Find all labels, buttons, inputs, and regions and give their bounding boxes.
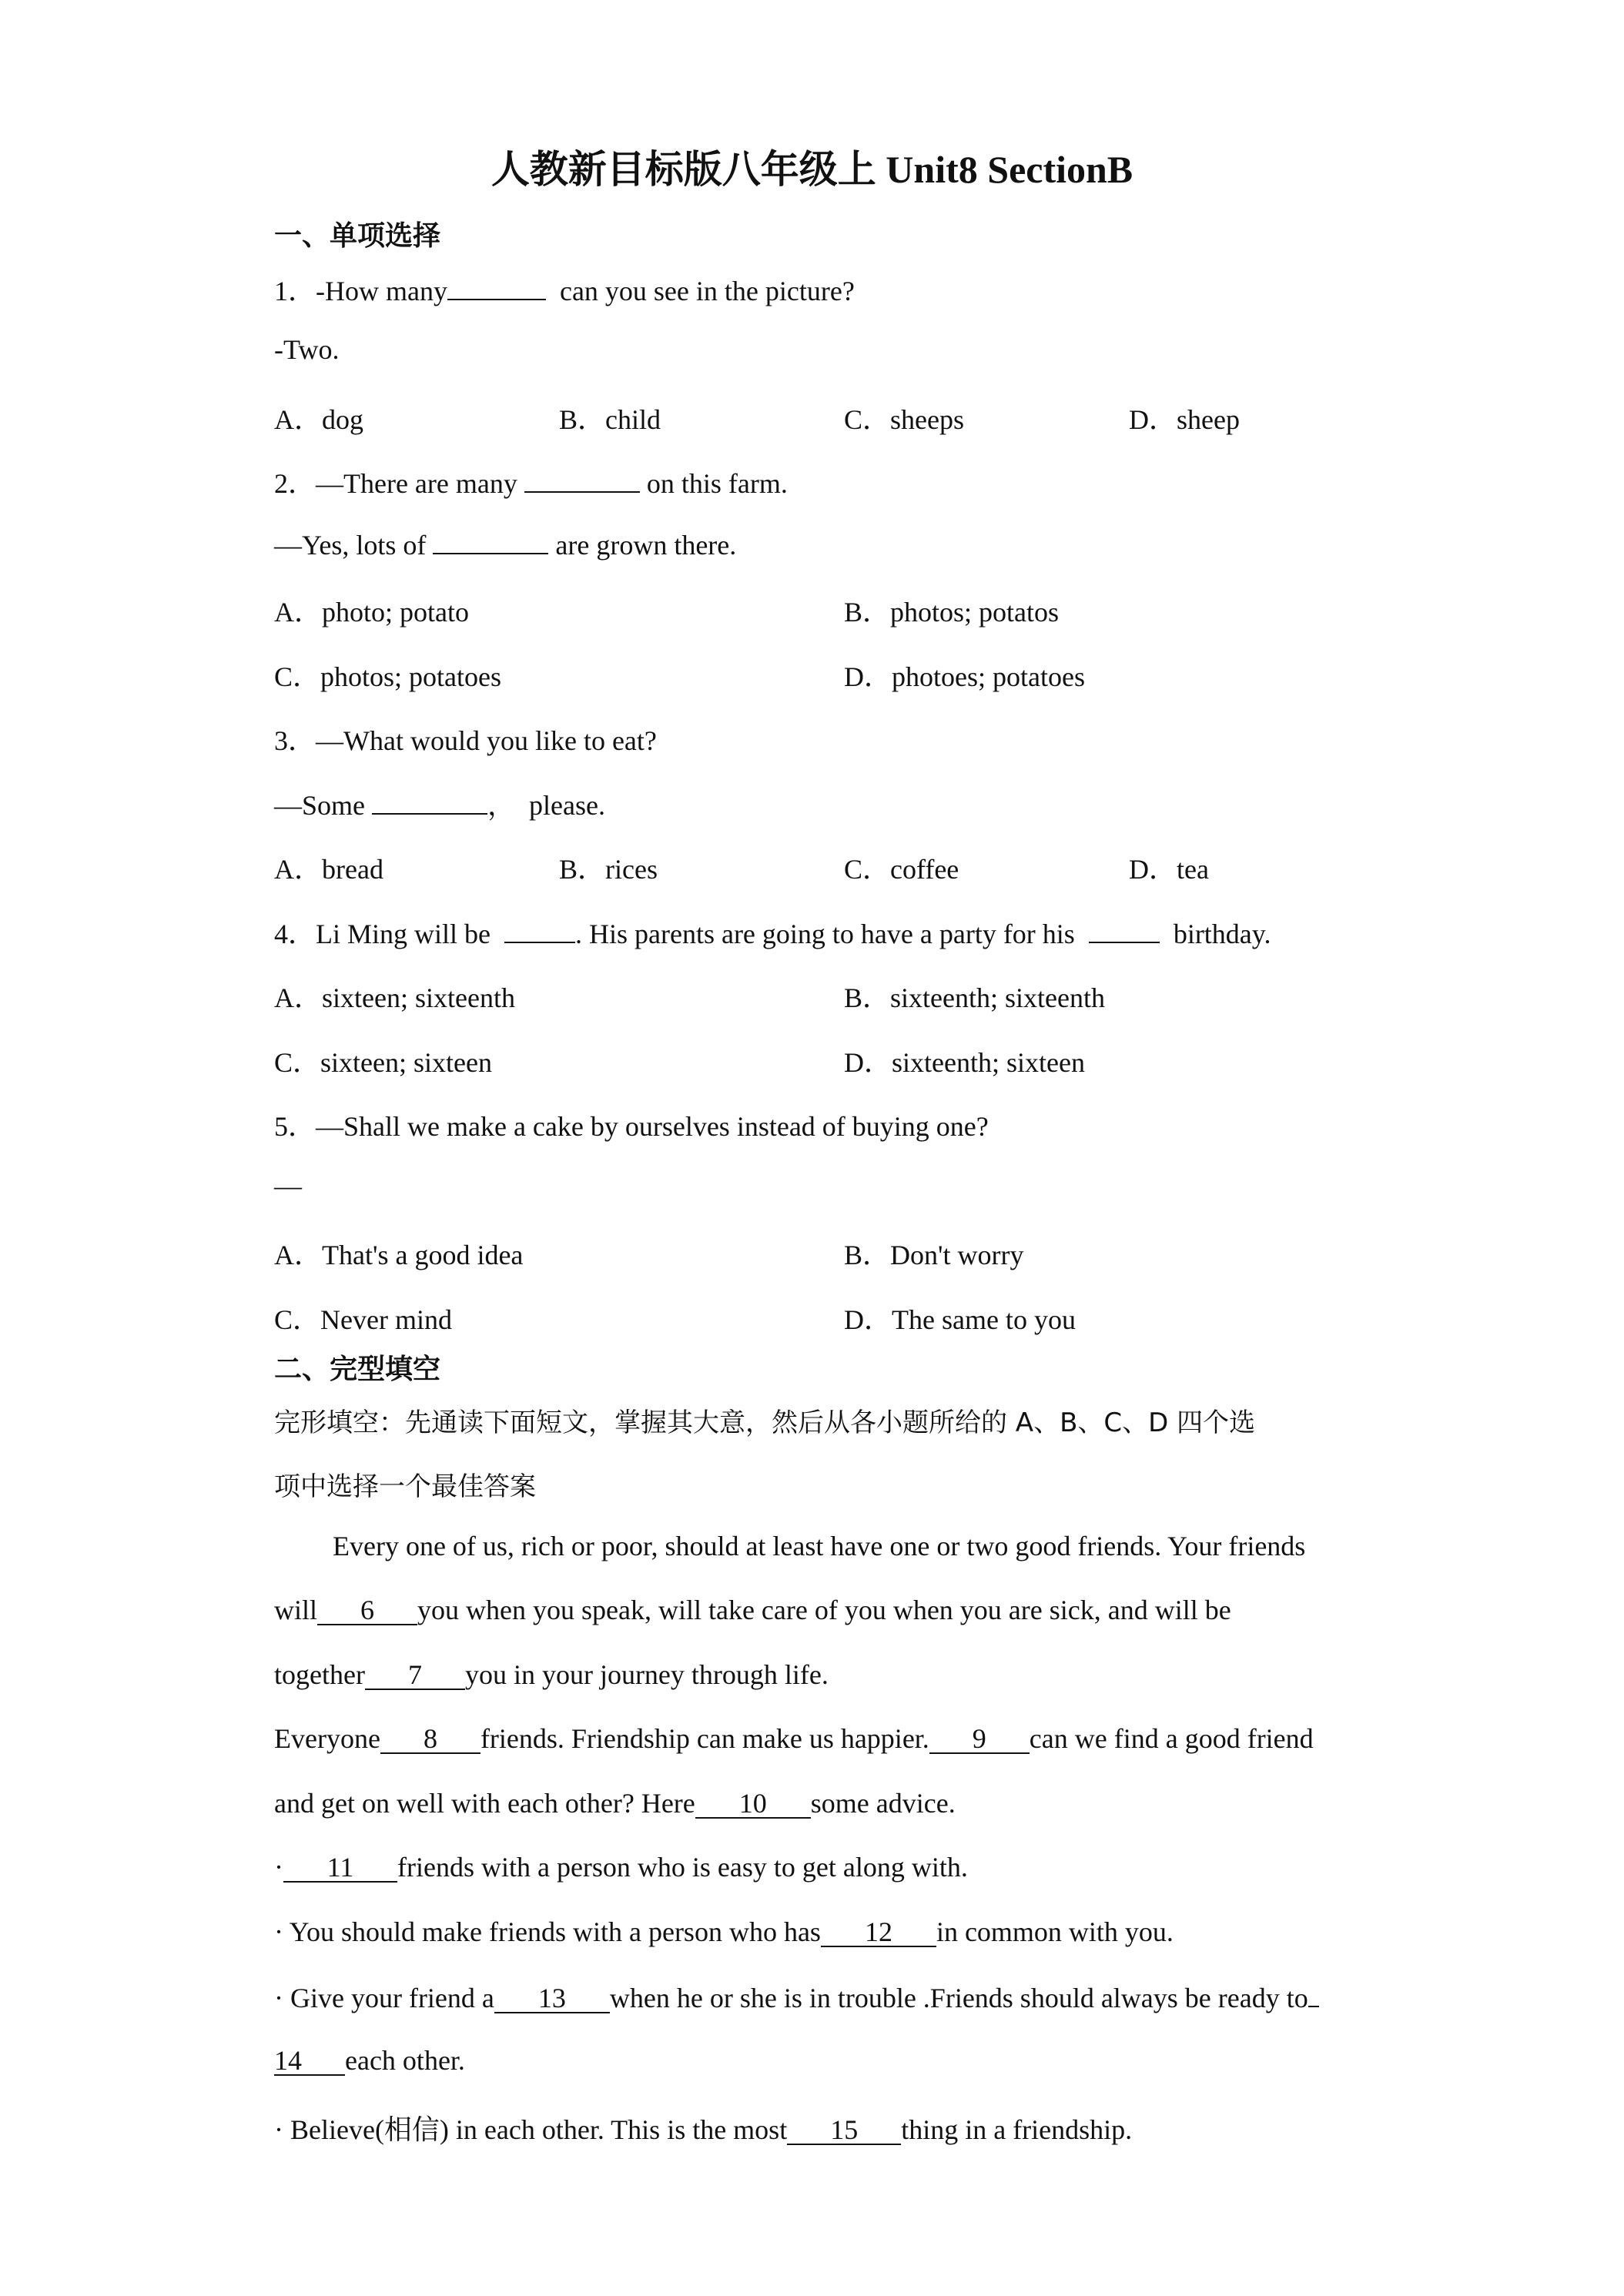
passage-text: · [274,1852,283,1883]
blank-15: 15 [787,2116,901,2145]
q5-option-d: D．The same to you [844,1304,1076,1335]
q2-option-d: D．photoes; potatoes [844,661,1085,692]
passage-text: in common with you. [936,1916,1174,1947]
blank [447,273,546,300]
section-heading-single-choice: 一、单项选择 [274,220,441,252]
blank [1089,915,1160,943]
q2-reply-end: are grown there. [555,530,737,561]
q1-option-b: B．child [559,404,661,435]
blank-10: 10 [695,1789,811,1819]
q2-option-a: A．photo; potato [274,597,469,628]
blank-14: 14 [274,2047,345,2076]
passage-text: · Believe(相信) in each other. This is the most [274,2114,788,2145]
passage-line-6 [274,1851,968,1883]
passage-text: · Give your friend a [274,1983,494,2013]
blank-12: 12 [821,1918,936,1947]
section-heading-cloze: 二、完型填空 [274,1354,441,1385]
question-1-reply: -Two. [274,334,340,365]
passage-text: friends. Friendship can make us happier. [480,1723,929,1754]
q3-option-b: B．rices [559,854,658,885]
q4-option-d: D．sixteenth; sixteen [844,1047,1085,1078]
blank-7: 7 [365,1661,465,1690]
q4-stem-end: birthday. [1173,919,1271,949]
passage-text: will [274,1595,318,1625]
q3-option-c: C．coffee [844,854,959,885]
blank-11: 11 [283,1853,397,1883]
question-3-stem: 3．—What would you like to eat? [274,725,657,756]
passage-text: can we find a good friend [1029,1723,1314,1754]
question-2-reply [274,527,736,561]
q2-reply-start: —Yes, lots of [274,530,427,561]
passage-text: friends with a person who is easy to get along with. [397,1852,968,1883]
passage-text: when he or she is in trouble .Friends should always be ready to [609,1983,1308,2013]
passage-text: together [274,1659,365,1690]
page-title: 人教新目标版八年级上 Unit8 SectionB [491,148,1133,191]
passage-text: some advice. [810,1788,956,1819]
blank-6: 6 [317,1596,417,1625]
q5-option-a: A．That's a good idea [274,1240,524,1270]
passage-line-2 [274,1594,1231,1626]
blank-9: 9 [929,1725,1030,1754]
q1-option-a: A．dog [274,404,363,435]
passage-text: · You should make friends with a person who has [274,1916,821,1947]
q3-reply-end: ， please. [487,790,605,821]
question-4-stem [274,912,1271,952]
q1-option-c: C．sheeps [844,404,964,435]
passage-line-5 [274,1787,956,1819]
passage-text: and get on well with each other? Here [274,1788,695,1819]
blank-8: 8 [380,1725,481,1754]
passage-line-10 [274,2108,1132,2147]
passage-line-3 [274,1658,829,1691]
passage-line-7 [274,1916,1174,1948]
q4-option-b: B．sixteenth; sixteenth [844,982,1105,1013]
passage-line-4 [274,1722,1314,1755]
blank [433,527,548,554]
q1-stem-start: 1．-How many [274,276,447,306]
q1-option-d: D．sheep [1129,404,1240,435]
blank [372,787,487,815]
question-2-stem [274,462,788,501]
q3-reply-start: —Some [274,790,366,821]
q5-option-c: C．Never mind [274,1304,452,1335]
blank-14-start [1308,1980,1319,2007]
cloze-instructions-line-1: 完形填空：先通读下面短文，掌握其大意，然后从各小题所给的 A、B、C、D 四个选 [274,1407,1256,1438]
q4-option-a: A．sixteen; sixteenth [274,982,515,1013]
q2-stem-start: 2．—There are many [274,468,517,499]
q3-option-a: A．bread [274,854,383,885]
blank [524,465,640,493]
passage-line-9 [274,2044,465,2077]
q2-option-c: C．photos; potatoes [274,661,501,692]
question-1-stem [274,269,855,309]
question-3-reply [274,784,605,823]
passage-text: you when you speak, will take care of you when you are sick, and will be [417,1595,1231,1625]
passage-line-8 [274,1980,1319,2014]
passage-line-1: Every one of us, rich or poor, should at least have one or two good friends. Your friends [333,1531,1306,1561]
q4-stem-start: 4．Li Ming will be [274,919,491,949]
q2-stem-end: on this farm. [646,468,788,499]
passage-text: Everyone [274,1723,380,1754]
passage-text: you in your journey through life. [464,1659,829,1690]
q5-option-b: B．Don't worry [844,1240,1024,1270]
q4-stem-middle: . His parents are going to have a party for his [575,919,1075,949]
q2-option-b: B．photos; potatos [844,597,1060,628]
question-5-stem: 5．—Shall we make a cake by ourselves instead of buying one? [274,1111,989,1142]
q1-stem-end: can you see in the picture? [559,276,855,306]
q4-option-c: C．sixteen; sixteen [274,1047,492,1078]
blank-13: 13 [494,1984,610,2013]
passage-text: each other. [345,2045,465,2076]
question-5-reply: — [274,1170,302,1201]
cloze-instructions-line-2: 项中选择一个最佳答案 [274,1471,536,1502]
blank [504,915,575,943]
q3-option-d: D．tea [1129,854,1209,885]
passage-text: thing in a friendship. [901,2114,1133,2145]
